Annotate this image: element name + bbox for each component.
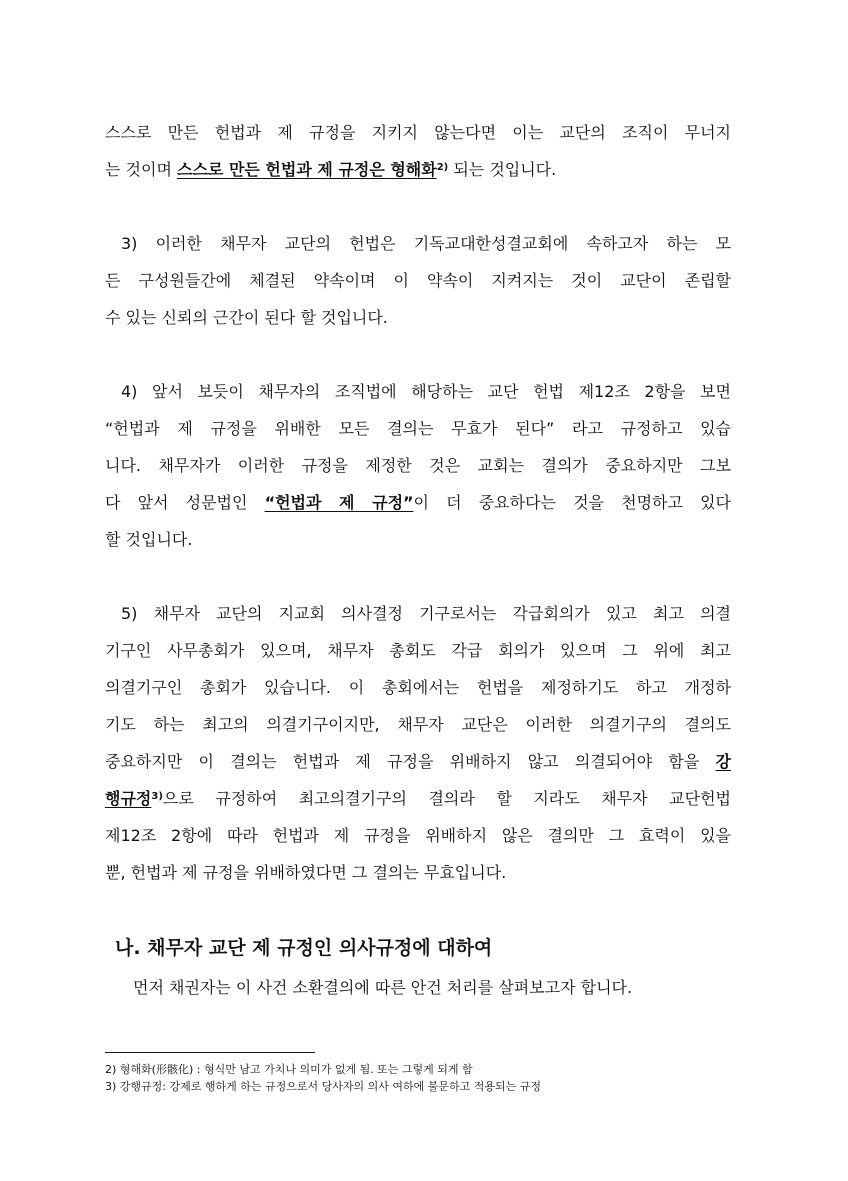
text-line bbox=[105, 151, 731, 188]
text-line: 제12조 2항에 따라 헌법과 제 규정을 위배하지 않은 결의만 그 효력이 있을 bbox=[105, 826, 731, 845]
text-run: 되는 것입니다. bbox=[448, 160, 557, 179]
text-line: 수 있는 신뢰의 근간이 된다 할 것입니다. bbox=[105, 308, 388, 327]
text-line: 니다. 채무자가 이러한 규정을 제정한 것은 교회는 결의가 중요하지만 그보 bbox=[105, 456, 731, 475]
text-run: 중요하지만 이 결의는 헌법과 제 규정을 위배하지 않고 의결되어야 함을 bbox=[105, 752, 716, 771]
text-line: 할 것입니다. bbox=[105, 530, 193, 549]
text-line: 기도 하는 최고의 의결기구이지만, 채무자 교단은 이러한 의결기구의 결의도 bbox=[105, 715, 731, 734]
text-run: 다 앞서 성문법인 bbox=[105, 493, 265, 512]
text-line: 스스로 만든 헌법과 제 규정을 지키지 않는다면 이는 교단의 조직이 무너지 bbox=[105, 123, 731, 142]
text-run: 는 것이며 bbox=[105, 160, 177, 179]
footnote-3: 3) 강행규정: 강제로 행하게 하는 규정으로서 당사자의 의사 여하에 불문하고 적용되는 규정 bbox=[105, 1080, 541, 1093]
emphasized-phrase: “헌법과 제 규정” bbox=[264, 493, 414, 512]
text-line bbox=[105, 225, 731, 262]
text-run: 4) 앞서 보듯이 채무자의 조직법에 해당하는 교단 헌법 제12조 2항을 보면 bbox=[121, 382, 731, 401]
text-line: 뿐, 헌법과 제 규정을 위배하였다면 그 결의는 무효입니다. bbox=[105, 863, 507, 882]
text-line bbox=[105, 595, 731, 632]
text-run: 3) 이러한 채무자 교단의 헌법은 기독교대한성결교회에 속하고자 하는 모 bbox=[121, 234, 731, 253]
text-line bbox=[105, 373, 731, 410]
text-run: 5) 채무자 교단의 지교회 의사결정 기구로서는 각급회의가 있고 최고 의결 bbox=[121, 604, 731, 623]
footnote-ref-2: 2) bbox=[436, 162, 449, 173]
footnote-ref-3: 3) bbox=[151, 791, 163, 802]
text-line: “헌법과 제 규정을 위배한 모든 결의는 무효가 된다” 라고 규정하고 있습 bbox=[105, 419, 731, 438]
paragraph-5 bbox=[105, 595, 731, 891]
text-line: 든 구성원들간에 체결된 약속이며 이 약속이 지켜지는 것이 교단이 존립할 bbox=[105, 271, 731, 290]
paragraph-3 bbox=[105, 225, 731, 336]
text-run: 이 더 중요하다는 것을 천명하고 있다 bbox=[413, 493, 731, 512]
text-line: 기구인 사무총회가 있으며, 채무자 총회도 각급 회의가 있으며 그 위에 최고 bbox=[105, 641, 731, 660]
paragraph-1 bbox=[105, 114, 731, 188]
text-line: 의결기구인 총회가 있습니다. 이 총회에서는 헌법을 제정하기도 하고 개정하 bbox=[105, 678, 731, 697]
section-heading: 나. 채무자 교단 제 규정인 의사규정에 대하여 bbox=[115, 937, 493, 959]
section-intro: 먼저 채권자는 이 사건 소환결의에 따른 안건 처리를 살펴보고자 합니다. bbox=[133, 978, 633, 997]
paragraph-4 bbox=[105, 373, 731, 558]
emphasized-phrase: 스스로 만든 헌법과 제 규정은 형해화 bbox=[177, 160, 437, 179]
text-run: 으로 규정하여 최고의결기구의 결의라 할 지라도 채무자 교단헌법 bbox=[162, 789, 731, 808]
text-line bbox=[105, 743, 731, 780]
text-line bbox=[105, 484, 731, 521]
footnote-divider bbox=[105, 1052, 315, 1053]
emphasized-phrase: 행규정 bbox=[105, 789, 152, 808]
emphasized-phrase: 강 bbox=[715, 752, 731, 771]
text-line bbox=[105, 780, 731, 817]
footnote-2: 2) 형해화(形骸化) : 형식만 남고 가치나 의미가 없게 됨. 또는 그렇게 되게 함 bbox=[105, 1063, 473, 1076]
